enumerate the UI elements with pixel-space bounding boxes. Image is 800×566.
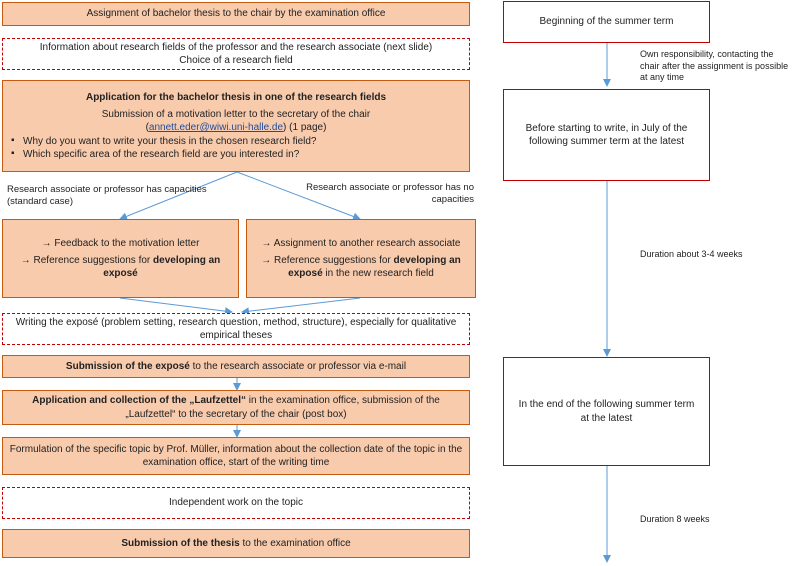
- application-title: Application for the bachelor thesis in one of the research fields: [85, 92, 387, 104]
- thesis-submission-box: [2, 529, 470, 558]
- reference-right-text: → Reference suggestions for developing an exposé in the new research field: [261, 254, 461, 280]
- question-list: [9, 135, 463, 161]
- arrow-merge-right: [242, 298, 360, 312]
- end-term-text: In the end of the following summer term at the latest: [518, 399, 695, 424]
- thesis-submission-text: Submission of the thesis to the examination office: [121, 537, 351, 549]
- end-term-box: [503, 357, 710, 466]
- assignment-box: [2, 2, 470, 26]
- page-note: (1 page): [289, 122, 327, 134]
- feedback-text: → Feedback to the motivation letter: [41, 237, 200, 249]
- reference-left-text: → Reference suggestions for developing an exposé: [20, 254, 221, 280]
- laufzettel-box: [2, 390, 470, 425]
- application-box: [2, 80, 470, 172]
- before-writing-text: Before starting to write, in July of the following summer term at the latest: [525, 122, 688, 147]
- duration-note-2: Duration 8 weeks: [640, 514, 710, 524]
- motivation-text: Submission of a motivation letter to the secretary of the chair: [101, 109, 371, 121]
- email-link[interactable]: annett.eder@wiwi.uni-halle.de: [148, 122, 284, 134]
- before-writing-box: [503, 89, 710, 181]
- submission-expose-box: [2, 355, 470, 378]
- submission-expose-text: Submission of the exposé to the research associate or professor via e-mail: [65, 360, 407, 372]
- choice-text: Choice of a research field: [179, 55, 293, 66]
- summer-term-start-text: Beginning of the summer term: [539, 16, 674, 28]
- capacity-no-box: [246, 219, 476, 298]
- own-responsibility-note: Own responsibility, contacting the chair after the assignment is possible at any time: [640, 49, 789, 83]
- formulation-text: Formulation of the specific topic by Prof. Müller, information about the collection date of the topic in the examination office, start of the writing time: [9, 443, 463, 468]
- branch-right-label: Research associate or professor has no capacities: [306, 182, 474, 206]
- formulation-box: [2, 437, 470, 475]
- assign-other-text: → Assignment to another research associate: [261, 237, 461, 249]
- assignment-text: Assignment of bachelor thesis to the chair by the examination office: [86, 8, 386, 20]
- email-line: (annett.eder@wiwi.uni-halle.de) (1 page): [145, 122, 327, 134]
- summer-term-start-box: [503, 1, 710, 43]
- independent-work-text: Independent work on the topic: [169, 497, 303, 509]
- arrow-merge-left: [120, 298, 232, 312]
- research-field-info-text: Information about research fields of the professor and the research associate (next slide): [39, 41, 433, 53]
- laufzettel-text: Application and collection of the „Laufzettel“ in the examination office, submission of the „Laufzettel“ to the secretary of the chair (post box): [32, 395, 440, 420]
- question-item: ▪ Why do you want to write your thesis in the chosen research field?: [23, 135, 463, 148]
- capacity-yes-box: [2, 219, 239, 298]
- independent-work-box: [2, 487, 470, 519]
- duration-note-1: Duration about 3-4 weeks: [640, 249, 743, 259]
- writing-expose-box: [2, 313, 470, 345]
- research-field-info-box: [2, 38, 470, 70]
- question-item: ▪ Which specific area of the research field are you interested in?: [23, 148, 463, 161]
- writing-expose-text: Writing the exposé (problem setting, research question, method, structure), especially for qualitative empirical theses: [15, 316, 457, 341]
- branch-left-label: Research associate or professor has capacities (standard case): [7, 184, 207, 208]
